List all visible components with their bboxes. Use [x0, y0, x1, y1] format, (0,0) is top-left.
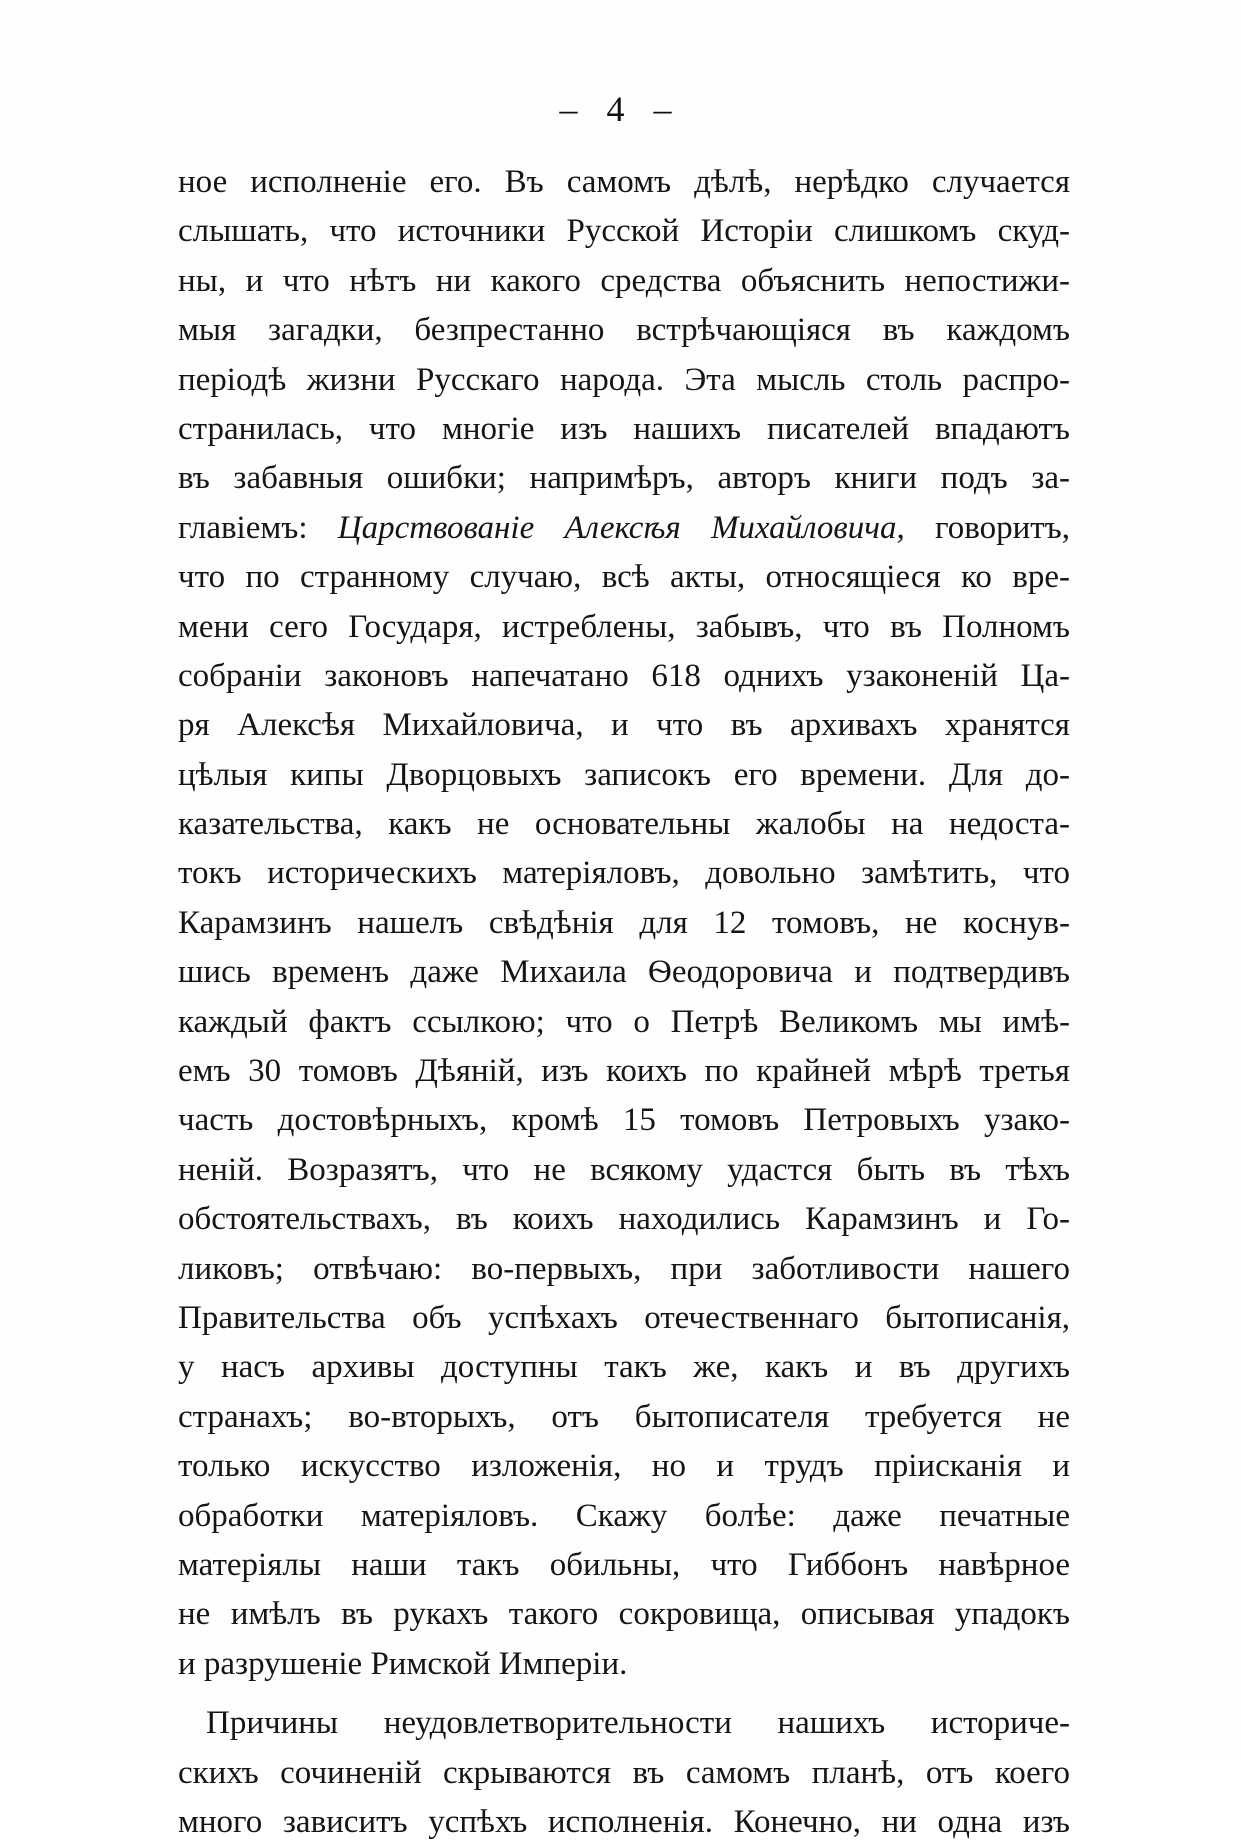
text-line: цѣлыя кипы Дворцовыхъ записокъ его времени. Для до- [178, 756, 1070, 793]
text-line: неній. Возразятъ, что не всякому удастся быть въ тѣхъ [178, 1151, 1070, 1188]
text-line: у насъ архивы доступны такъ же, какъ и въ другихъ [178, 1349, 1070, 1386]
page-number: – 4 – [559, 89, 682, 129]
text-line: Причины неудовлетворительности нашихъ историче- [206, 1705, 1070, 1742]
text-line: ное исполненіе его. Въ самомъ дѣлѣ, нерѣдко случается [178, 164, 1070, 200]
text-line: странилась, что многіе изъ нашихъ писателей впадаютъ [178, 410, 1070, 447]
paragraph-gap [178, 1689, 1070, 1699]
text-line: странахъ; во-вторыхъ, отъ бытописателя требуется не [178, 1398, 1070, 1435]
text-line: емъ 30 томовъ Дѣяній, изъ коихъ по крайней мѣрѣ третья [178, 1053, 1070, 1090]
text-line: токъ историческихъ матеріяловъ, довольно замѣтить, что [178, 855, 1070, 892]
text-line: матеріялы наши такъ обильны, что Гиббонъ навѣрное [178, 1546, 1070, 1583]
text-line: обстоятельствахъ, въ коихъ находились Карамзинъ и Го- [178, 1201, 1070, 1238]
text-line: не имѣлъ въ рукахъ такого сокровища, описывая упадокъ [178, 1596, 1070, 1633]
text-line-with-title [178, 504, 1070, 553]
text-line: ликовъ; отвѣчаю: во-первыхъ, при заботливости нашего [178, 1250, 1070, 1287]
text-line: мени сего Государя, истреблены, забывъ, что въ Полномъ [178, 608, 1070, 645]
line-suffix: говоритъ, [904, 509, 1070, 546]
text-line: казательства, какъ не основательны жалобы на недоста- [178, 806, 1070, 843]
paragraph-2 [178, 1699, 1070, 1847]
text-line: много зависитъ успѣхъ исполненія. Конечно, ни одна изъ [178, 1803, 1070, 1840]
text-line: часть достовѣрныхъ, кромѣ 15 томовъ Петровыхъ узако- [178, 1102, 1070, 1139]
text-line: ря Алексѣя Михайловича, и что въ архивахъ хранятся [178, 707, 1070, 744]
text-line: шись временъ даже Михаила Ѳеодоровича и подтвердивъ [178, 954, 1070, 991]
line-prefix: главіемъ: [178, 509, 338, 546]
text-line: каждый фактъ ссылкою; что о Петрѣ Великомъ мы имѣ- [178, 1003, 1070, 1040]
text-line: собраніи законовъ напечатано 618 однихъ узаконеній Ца- [178, 657, 1070, 694]
text-line: въ забавныя ошибки; напримѣръ, авторъ книги подъ за- [178, 460, 1070, 497]
paragraph-1 [178, 158, 1070, 1689]
text-line: и разрушеніе Римской Имперіи. [178, 1645, 628, 1682]
text-line: только искусство изложенія, но и трудъ пріисканія и [178, 1448, 1070, 1485]
text-line: періодѣ жизни Русскаго народа. Эта мысль столь распро- [178, 361, 1070, 398]
text-line: скихъ сочиненій скрываются въ самомъ планѣ, отъ коего [178, 1754, 1070, 1791]
text-line: мыя загадки, безпрестанно встрѣчающіяся въ каждомъ [178, 312, 1070, 349]
text-line: обработки матеріяловъ. Скажу болѣе: даже печатные [178, 1497, 1070, 1534]
text-line: Карамзинъ нашелъ свѣдѣнія для 12 томовъ, не коснув- [178, 904, 1070, 941]
body-text [178, 158, 1070, 1847]
text-line: ны, и что нѣтъ ни какого средства объяснить непостижи- [178, 262, 1070, 299]
text-line: Правительства объ успѣхахъ отечественнаго бытописанія, [178, 1299, 1070, 1336]
book-title-italic: Царствованіе Алексѣя Михайловича, [337, 509, 905, 546]
text-line: слышать, что источники Русской Исторіи слишкомъ скуд- [178, 213, 1070, 250]
text-line: что по странному случаю, всѣ акты, относящіеся ко вре- [178, 559, 1070, 596]
